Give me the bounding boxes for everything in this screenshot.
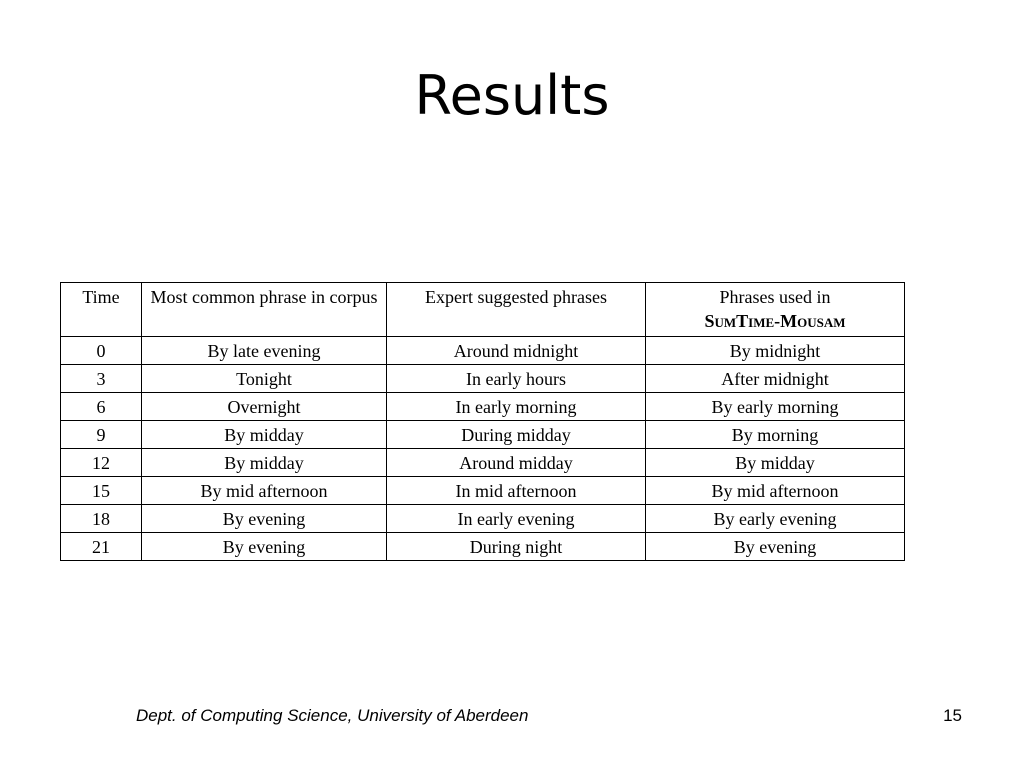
cell-corpus-phrase: By late evening — [142, 337, 387, 365]
cell-expert-phrase: In early morning — [387, 393, 646, 421]
header-phrases-used-prefix: Phrases used in — [719, 287, 831, 307]
cell-time: 18 — [61, 505, 142, 533]
header-phrases-used — [646, 283, 905, 337]
header-system-name: SumTime-Mousam — [704, 311, 846, 331]
cell-time: 9 — [61, 421, 142, 449]
table-row — [61, 449, 905, 477]
cell-expert-phrase: During midday — [387, 421, 646, 449]
cell-time: 21 — [61, 533, 142, 561]
header-corpus-phrase: Most common phrase in corpus — [142, 283, 387, 337]
cell-expert-phrase: Around midday — [387, 449, 646, 477]
cell-used-phrase: By morning — [646, 421, 905, 449]
table-row — [61, 421, 905, 449]
cell-expert-phrase: During night — [387, 533, 646, 561]
slide-title: Results — [414, 64, 610, 127]
cell-expert-phrase: In early hours — [387, 365, 646, 393]
cell-time: 15 — [61, 477, 142, 505]
header-expert-phrases: Expert suggested phrases — [387, 283, 646, 337]
table-row — [61, 337, 905, 365]
header-time: Time — [61, 283, 142, 337]
cell-used-phrase: By early morning — [646, 393, 905, 421]
table-row — [61, 477, 905, 505]
page-number: 15 — [943, 706, 962, 725]
table-row — [61, 505, 905, 533]
cell-used-phrase: By midday — [646, 449, 905, 477]
cell-corpus-phrase: By midday — [142, 449, 387, 477]
cell-corpus-phrase: Overnight — [142, 393, 387, 421]
cell-expert-phrase: Around midnight — [387, 337, 646, 365]
cell-time: 0 — [61, 337, 142, 365]
cell-time: 6 — [61, 393, 142, 421]
cell-time: 3 — [61, 365, 142, 393]
cell-used-phrase: By evening — [646, 533, 905, 561]
cell-used-phrase: By midnight — [646, 337, 905, 365]
table-row — [61, 533, 905, 561]
cell-corpus-phrase: By midday — [142, 421, 387, 449]
cell-expert-phrase: In mid afternoon — [387, 477, 646, 505]
cell-corpus-phrase: By evening — [142, 505, 387, 533]
table-row — [61, 365, 905, 393]
results-table — [60, 282, 905, 561]
cell-expert-phrase: In early evening — [387, 505, 646, 533]
cell-corpus-phrase: By evening — [142, 533, 387, 561]
cell-used-phrase: After midnight — [646, 365, 905, 393]
cell-used-phrase: By early evening — [646, 505, 905, 533]
table-row — [61, 393, 905, 421]
cell-corpus-phrase: By mid afternoon — [142, 477, 387, 505]
cell-used-phrase: By mid afternoon — [646, 477, 905, 505]
table-body — [61, 337, 905, 561]
cell-corpus-phrase: Tonight — [142, 365, 387, 393]
cell-time: 12 — [61, 449, 142, 477]
table-header-row — [61, 283, 905, 337]
footer-department: Dept. of Computing Science, University of Aberdeen — [136, 706, 529, 725]
